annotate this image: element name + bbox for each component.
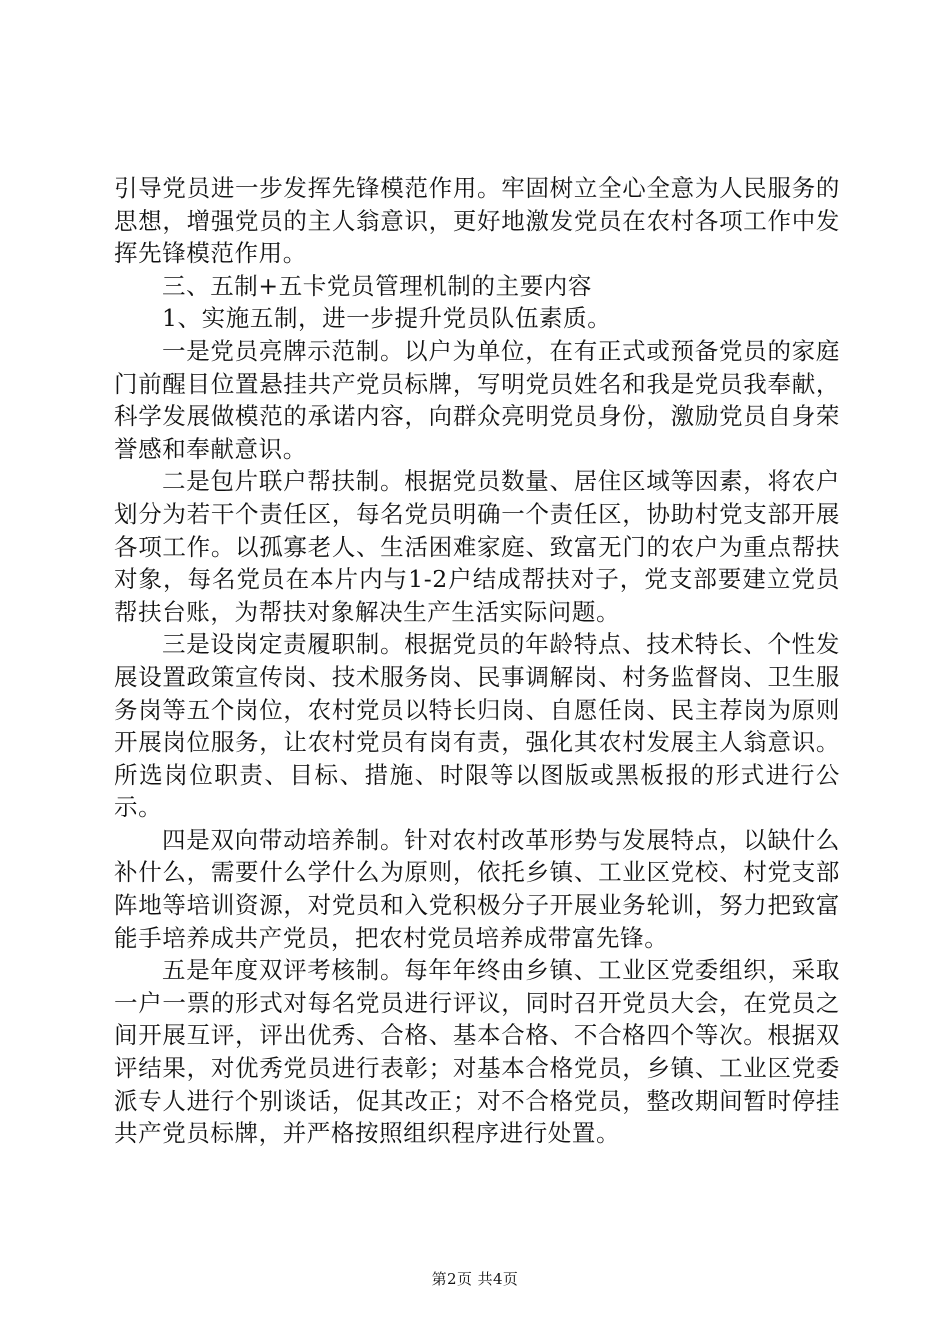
document-body [114,172,840,1150]
page-footer [0,1268,950,1289]
subsection-heading: 1、实施五制，进一步提升党员队伍素质。 [162,304,612,333]
page-total: 共4页 [477,1270,519,1288]
page-number: 第2页 [431,1270,473,1288]
paragraph-continuation: 引导党员进一步发挥先锋模范作用。牢固树立全心全意为人民服务的思想，增强党员的主人翁意识，更好地激发党员在农村各项工作中发挥先锋模范作用。 [114,174,840,268]
paragraph-item-2: 二是包片联户帮扶制。根据党员数量、居住区域等因素，将农户划分为若干个责任区，每名党员明确一个责任区，协助村党支部开展各项工作。以孤寡老人、生活困难家庭、致富无门的农户为重点帮扶对象，每名党员在本片内与1-2户结成帮扶对子，党支部要建立党员帮扶台账，为帮扶对象解决生产生活实际问题。 [114,467,840,626]
paragraph-item-5: 五是年度双评考核制。每年年终由乡镇、工业区党委组织，采取一户一票的形式对每名党员进行评议，同时召开党员大会，在党员之间开展互评，评出优秀、合格、基本合格、不合格四个等次。根据双评结果，对优秀党员进行表彰；对基本合格党员，乡镇、工业区党委派专人进行个别谈话，促其改正；对不合格党员，整改期间暂时停挂共产党员标牌，并严格按照组织程序进行处置。 [114,956,840,1148]
paragraph-item-1: 一是党员亮牌示范制。以户为单位，在有正式或预备党员的家庭门前醒目位置悬挂共产党员标牌，写明党员姓名和我是党员我奉献，科学发展做模范的承诺内容，向群众亮明党员身份，激励党员自身荣誉感和奉献意识。 [114,336,840,463]
section-heading: 三、五制+五卡党员管理机制的主要内容 [162,271,592,300]
paragraph-item-4: 四是双向带动培养制。针对农村改革形势与发展特点，以缺什么补什么，需要什么学什么为原则，依托乡镇、工业区党校、村党支部阵地等培训资源，对党员和入党积极分子开展业务轮训，努力把致富能手培养成共产党员，把农村党员培养成带富先锋。 [114,825,840,952]
paragraph-item-3: 三是设岗定责履职制。根据党员的年龄特点、技术特长、个性发展设置政策宣传岗、技术服务岗、民事调解岗、村务监督岗、卫生服务岗等五个岗位，农村党员以特长归岗、自愿任岗、民主荐岗为原则开展岗位服务，让农村党员有岗有责，强化其农村发展主人翁意识。所选岗位职责、目标、措施、时限等以图版或黑板报的形式进行公示。 [114,630,840,822]
